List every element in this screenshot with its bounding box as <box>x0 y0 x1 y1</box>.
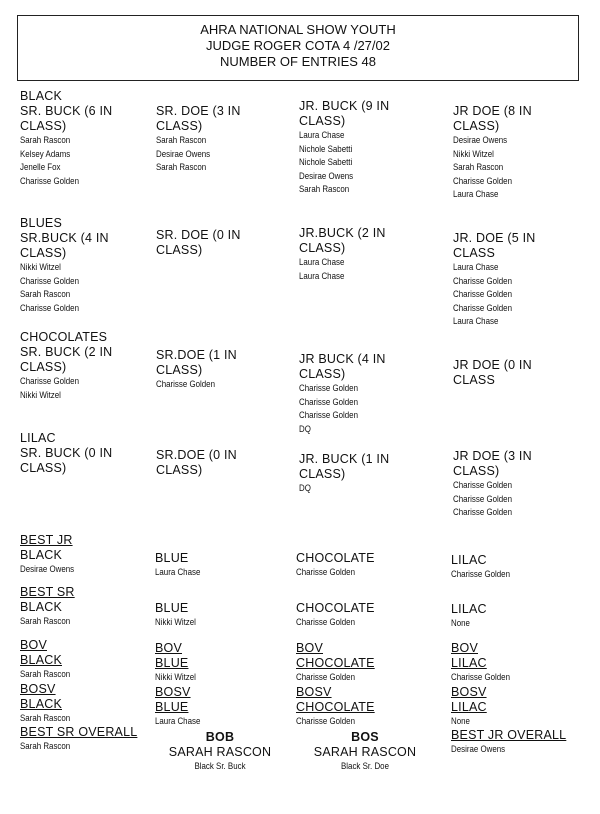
entry-name: DQ <box>299 423 311 434</box>
entry-name: Sarah Rascon <box>156 135 207 145</box>
entry-list <box>20 134 140 188</box>
entry-list <box>299 382 419 436</box>
bov-variety: BLACK <box>20 653 62 667</box>
best-sr-overall-label: BEST SR OVERALL <box>20 725 138 739</box>
class-block <box>20 104 140 188</box>
entry-list <box>156 378 276 392</box>
bos-entry: Black Sr. Doe <box>341 761 389 771</box>
entry-list <box>299 482 419 496</box>
bov-col-chocolate <box>296 641 375 728</box>
best-jr-chocolate <box>296 551 375 580</box>
bosv-label: BOSV <box>20 681 56 696</box>
entry-name: Desirae Owens <box>453 135 508 145</box>
entry-name: Laura Chase <box>453 262 499 272</box>
bov-label: BOV <box>155 641 182 655</box>
class-title: JR DOE (8 IN CLASS) <box>453 104 532 133</box>
bov-variety: BLUE <box>155 656 189 670</box>
bov-label: BOV <box>20 638 47 652</box>
entry-name: Laura Chase <box>299 257 345 267</box>
entry-name: Charisse Golden <box>453 275 513 286</box>
entry-name: Charisse Golden <box>20 302 80 313</box>
best-sr-label: BEST SR <box>20 585 75 599</box>
section-label-lilac: LILAC <box>20 431 56 445</box>
class-title: SR.DOE (1 IN CLASS) <box>156 348 237 377</box>
bov-label: BOV <box>296 641 323 655</box>
bov-variety: LILAC <box>451 656 487 670</box>
variety-label: CHOCOLATE <box>296 601 375 615</box>
best-jr-overall-label: BEST JR OVERALL <box>451 728 567 742</box>
entry-list <box>20 261 140 315</box>
class-block <box>453 449 573 520</box>
class-title: SR. DOE (0 IN CLASS) <box>156 228 241 257</box>
class-block <box>299 99 419 197</box>
entry-name: Charisse Golden <box>20 275 80 286</box>
class-block <box>156 104 276 175</box>
bos-label: BOS <box>351 730 379 744</box>
class-block <box>20 231 140 315</box>
entry-name: Charisse Golden <box>453 493 513 504</box>
entry-name: Laura Chase <box>453 189 499 199</box>
winner-name: Charisse Golden <box>296 617 356 627</box>
entry-name: Kelsey Adams <box>20 148 71 159</box>
class-title: JR. BUCK (9 IN CLASS) <box>299 99 390 128</box>
class-title: JR DOE (3 IN CLASS) <box>453 449 532 478</box>
entry-list <box>453 479 573 520</box>
class-title: SR.BUCK (4 IN CLASS) <box>20 231 109 260</box>
bosv-variety: BLUE <box>155 699 189 714</box>
entry-name: Laura Chase <box>299 270 345 281</box>
class-title: JR DOE (0 IN CLASS <box>453 358 532 387</box>
winner-name: Charisse Golden <box>451 569 511 579</box>
bob-winner: SARAH RASCON <box>168 745 272 759</box>
bov-variety: CHOCOLATE <box>296 656 375 670</box>
class-title: SR. BUCK (6 IN CLASS) <box>20 104 113 133</box>
entry-list <box>453 134 573 202</box>
bob-entry: Black Sr. Buck <box>194 761 246 771</box>
entry-name: Laura Chase <box>299 130 345 140</box>
header-title: AHRA NATIONAL SHOW YOUTH <box>200 22 396 37</box>
entry-name: Charisse Golden <box>453 302 513 313</box>
entry-name: Nichole Sabetti <box>299 143 353 154</box>
entry-list <box>299 256 419 283</box>
bov-col-blue <box>155 641 207 728</box>
bosv-winner: Charisse Golden <box>296 715 356 726</box>
bob-block <box>160 730 280 774</box>
entry-name: Charisse Golden <box>299 383 359 393</box>
entry-name: Charisse Golden <box>453 480 513 490</box>
class-title: SR. BUCK (0 IN CLASS) <box>20 446 113 475</box>
entry-name: Charisse Golden <box>453 175 513 186</box>
variety-label: LILAC <box>451 553 487 567</box>
bosv-variety: BLACK <box>20 696 62 711</box>
entry-name: Sarah Rascon <box>156 162 207 172</box>
best-jr-blue <box>155 551 207 580</box>
variety-label: BLACK <box>20 600 62 614</box>
bosv-label: BOSV <box>155 684 191 699</box>
entry-list <box>20 375 140 402</box>
section-label-black: BLACK <box>20 89 62 103</box>
entry-name: Laura Chase <box>453 316 499 326</box>
winner-name: Nikki Witzel <box>155 617 196 627</box>
winner-name: Desirae Owens <box>20 564 75 574</box>
variety-label: CHOCOLATE <box>296 551 375 565</box>
class-title: JR. BUCK (1 IN CLASS) <box>299 452 390 481</box>
section-label-chocolates: CHOCOLATES <box>20 330 108 344</box>
best-sr-black <box>20 585 77 629</box>
variety-label: LILAC <box>451 602 487 616</box>
class-block <box>453 104 573 202</box>
best-sr-lilac <box>451 602 487 631</box>
class-title: SR.DOE (0 IN CLASS) <box>156 448 237 477</box>
bosv-label: BOSV <box>451 684 487 699</box>
bos-block <box>305 730 425 774</box>
class-block <box>299 352 419 436</box>
class-block <box>20 345 140 402</box>
entry-name: Charisse Golden <box>453 289 513 299</box>
bov-winner: Nikki Witzel <box>155 672 196 682</box>
class-block <box>156 348 276 392</box>
entry-name: Charisse Golden <box>156 379 216 389</box>
winner-name: Charisse Golden <box>296 567 356 577</box>
bov-label: BOV <box>451 641 478 655</box>
best-sr-chocolate <box>296 601 375 630</box>
best-jr-overall-winner: Desirae Owens <box>451 744 506 754</box>
best-jr-black <box>20 533 82 577</box>
bosv-winner: None <box>451 715 470 726</box>
entry-name: Sarah Rascon <box>453 162 504 172</box>
class-block <box>299 452 419 496</box>
entry-name: DQ <box>299 483 311 493</box>
bosv-winner: Laura Chase <box>155 715 201 726</box>
entry-list <box>299 129 419 197</box>
entry-name: Sarah Rascon <box>299 184 350 194</box>
entry-name: Jenelle Fox <box>20 162 61 172</box>
bosv-variety: CHOCOLATE <box>296 699 375 714</box>
best-jr-label: BEST JR <box>20 533 73 547</box>
bov-winner: Charisse Golden <box>296 672 356 682</box>
bos-winner: SARAH RASCON <box>313 745 417 759</box>
entry-name: Desirae Owens <box>156 148 211 159</box>
best-sr-overall-winner: Sarah Rascon <box>20 741 71 751</box>
header-box <box>17 15 579 81</box>
bov-winner: Charisse Golden <box>451 672 511 682</box>
entry-name: Charisse Golden <box>299 410 359 420</box>
entry-name: Nikki Witzel <box>20 262 61 272</box>
winner-name: Sarah Rascon <box>20 616 71 626</box>
entry-list <box>453 261 573 329</box>
entry-name: Charisse Golden <box>20 376 80 386</box>
bob-label: BOB <box>205 730 235 744</box>
class-title: JR BUCK (4 IN CLASS) <box>299 352 386 381</box>
bov-winner: Sarah Rascon <box>20 669 71 679</box>
bosv-winner: Sarah Rascon <box>20 712 71 723</box>
entry-name: Charisse Golden <box>299 396 359 407</box>
entry-name: Desirae Owens <box>299 170 354 181</box>
class-block <box>453 231 573 329</box>
bov-col-black <box>20 638 137 754</box>
entry-name: Charisse Golden <box>20 175 80 186</box>
section-label-blues: BLUES <box>20 216 62 230</box>
entry-name: Sarah Rascon <box>20 289 71 299</box>
bosv-variety: LILAC <box>451 699 487 714</box>
class-title: JR.BUCK (2 IN CLASS) <box>299 226 386 255</box>
class-block <box>20 446 140 476</box>
class-block <box>453 358 573 388</box>
variety-label: BLUE <box>155 551 189 565</box>
class-title: JR. DOE (5 IN CLASS <box>453 231 536 260</box>
class-block <box>299 226 419 283</box>
winner-name: Laura Chase <box>155 567 201 577</box>
variety-label: BLUE <box>155 601 189 615</box>
entry-name: Charisse Golden <box>453 507 513 517</box>
class-title: SR. BUCK (2 IN CLASS) <box>20 345 113 374</box>
variety-label: BLACK <box>20 548 62 562</box>
best-jr-lilac <box>451 553 518 582</box>
bosv-label: BOSV <box>296 684 332 699</box>
winner-name: None <box>451 618 470 628</box>
header-entries: NUMBER OF ENTRIES 48 <box>219 54 377 69</box>
class-title: SR. DOE (3 IN CLASS) <box>156 104 241 133</box>
class-block <box>156 448 276 478</box>
header-judge: JUDGE ROGER COTA 4 /27/02 <box>206 38 390 53</box>
entry-name: Nikki Witzel <box>453 148 494 159</box>
entry-name: Nichole Sabetti <box>299 157 353 167</box>
entry-name: Sarah Rascon <box>20 135 71 145</box>
class-block <box>156 228 276 258</box>
bov-col-lilac <box>451 641 566 757</box>
entry-name: Nikki Witzel <box>20 389 61 400</box>
entry-list <box>156 134 276 175</box>
best-sr-blue <box>155 601 202 630</box>
